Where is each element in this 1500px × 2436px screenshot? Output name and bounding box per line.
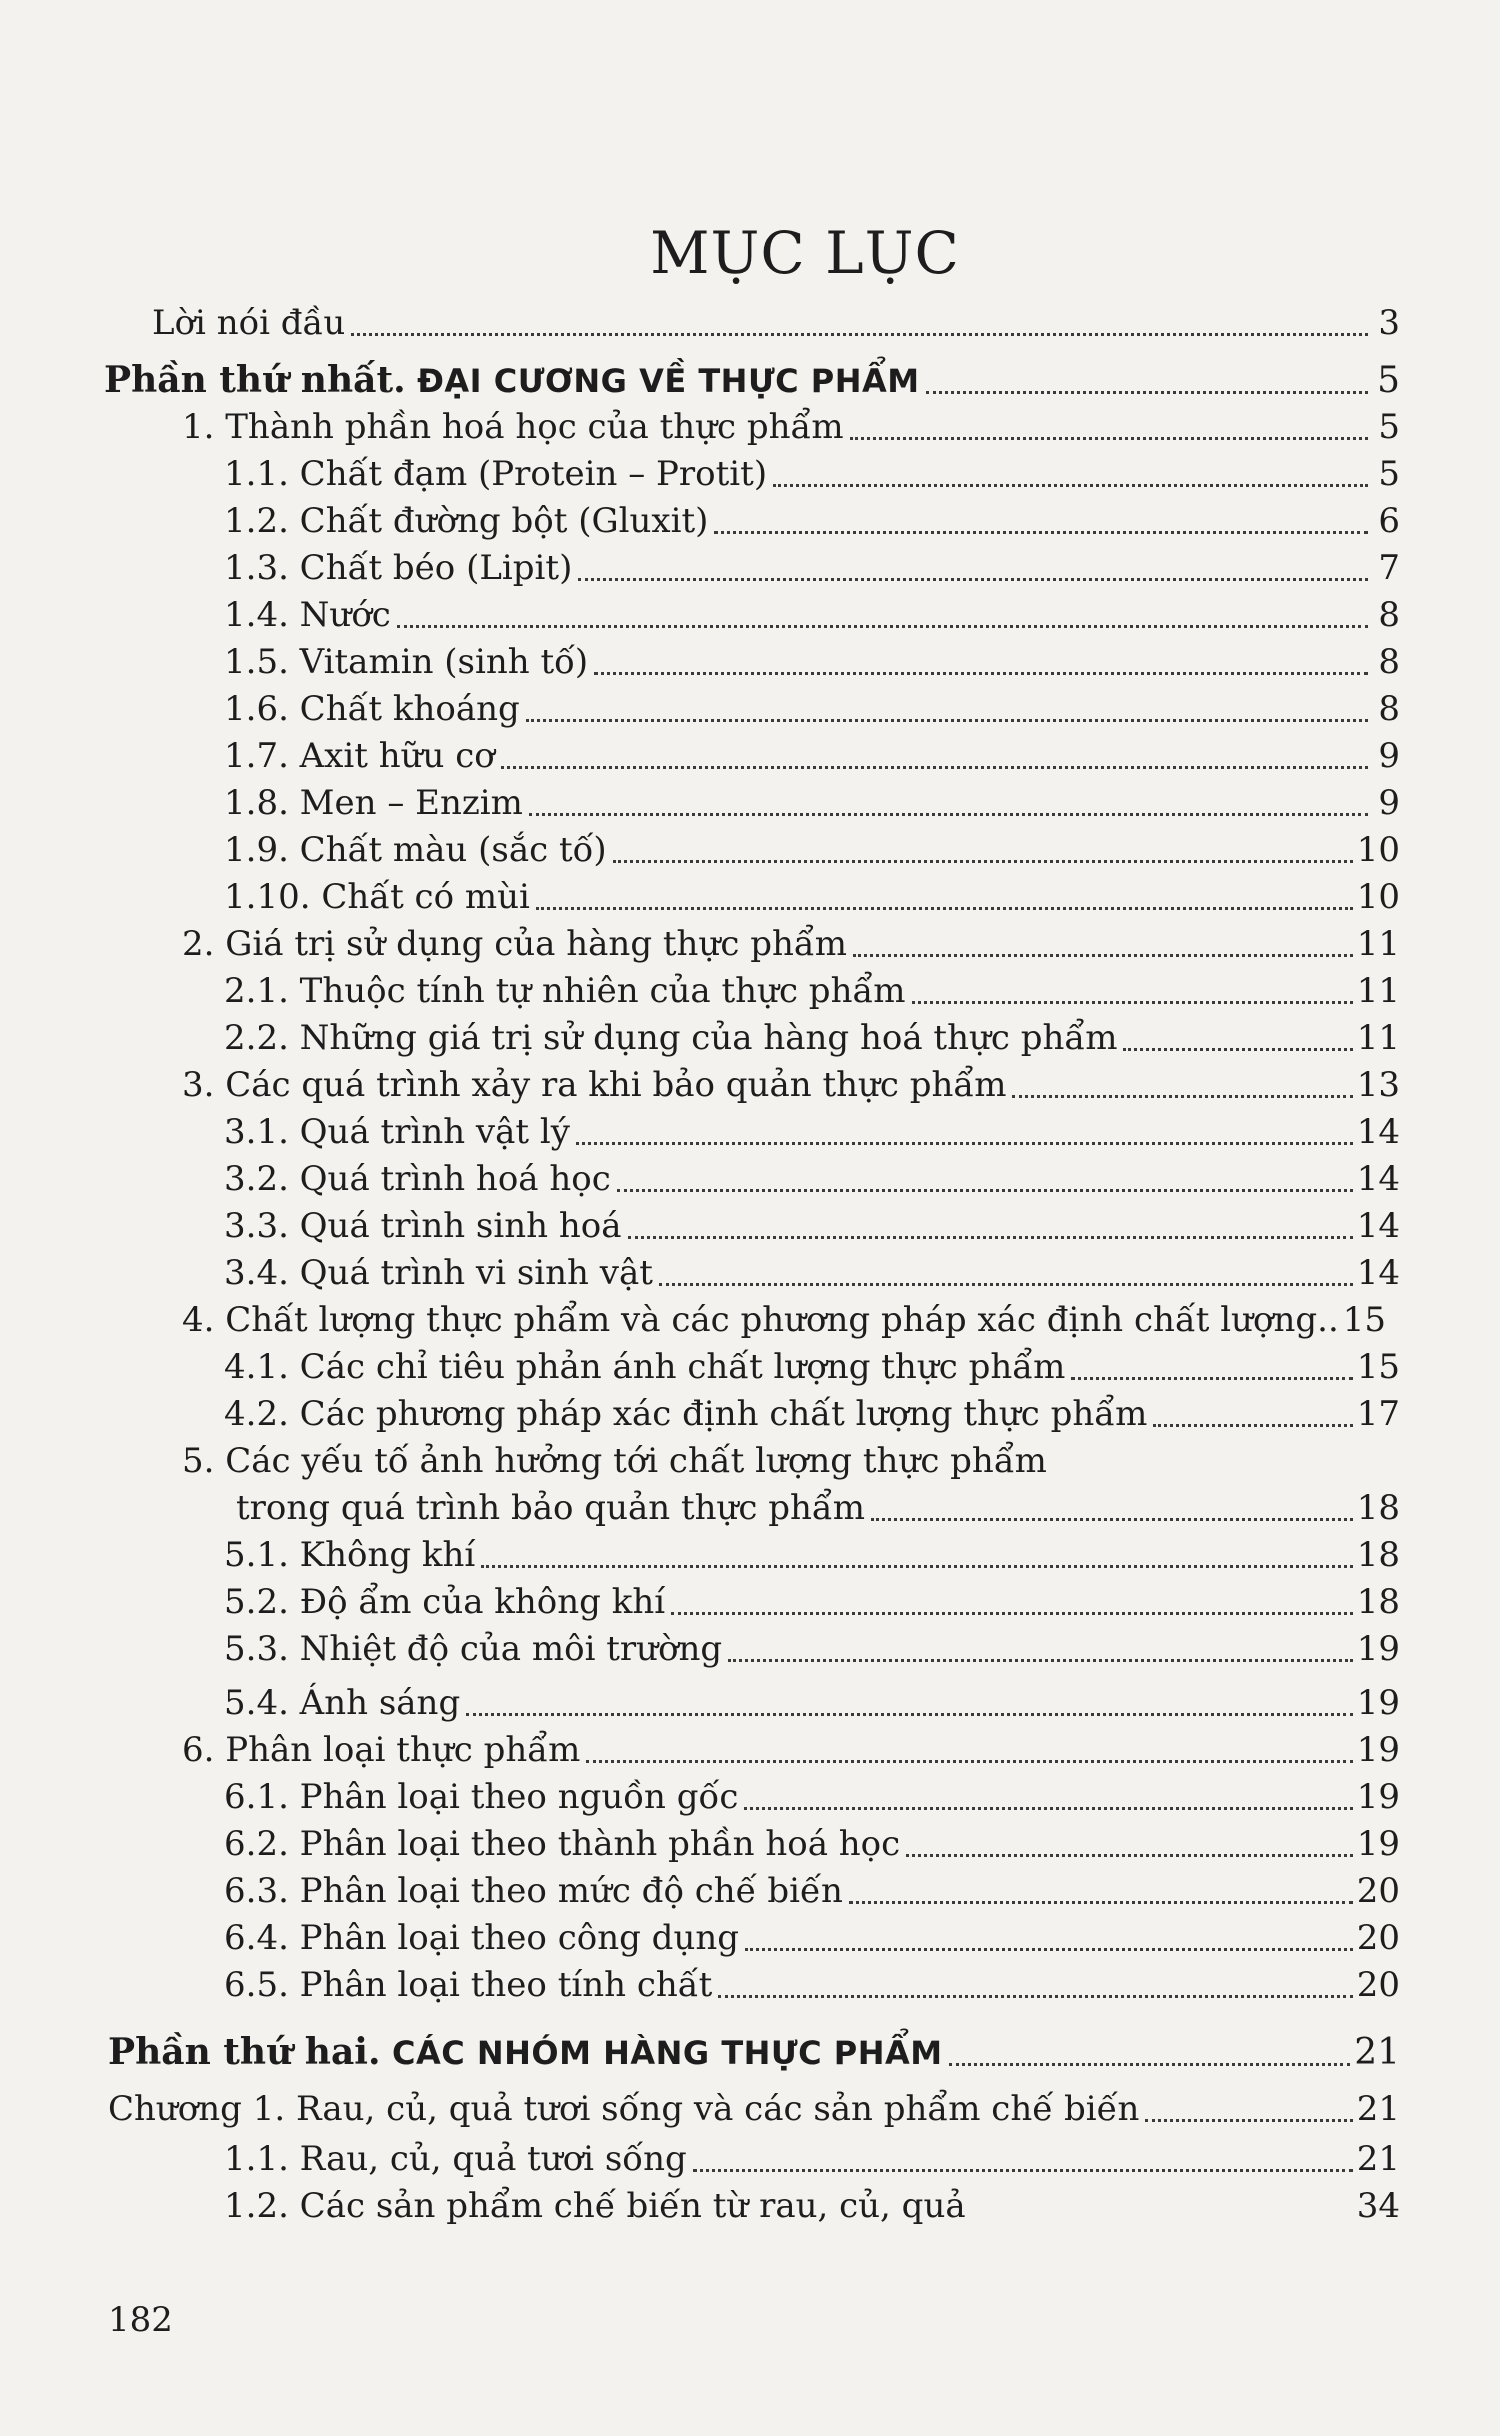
toc-entry: 1.9. Chất màu (sắc tố) 10: [224, 830, 1400, 870]
toc-entry: 3.3. Quá trình sinh hoá 14: [224, 1206, 1400, 1246]
toc-entry: 4.1. Các chỉ tiêu phản ánh chất lượng thực phẩm 15: [224, 1347, 1400, 1387]
toc-entry: 3.1. Quá trình vật lý 14: [224, 1112, 1400, 1152]
toc-entry: 6.2. Phân loại theo thành phần hoá học 19: [224, 1824, 1400, 1864]
toc-entry: 3. Các quá trình xảy ra khi bảo quản thực phẩm 13: [182, 1065, 1400, 1105]
toc-entry: 5.2. Độ ẩm của không khí 18: [224, 1582, 1400, 1622]
page-number: 182: [108, 2300, 173, 2340]
toc-entry: 1.8. Men – Enzim 9: [224, 783, 1400, 823]
toc-entry: 3.4. Quá trình vi sinh vật 14: [224, 1253, 1400, 1293]
toc-part-heading: Phần thứ hai. CÁC NHÓM HÀNG THỰC PHẨM 21: [108, 2031, 1400, 2073]
toc-entry: 5.3. Nhiệt độ của môi trường 19: [224, 1629, 1400, 1669]
toc-entry: 1. Thành phần hoá học của thực phẩm 5: [182, 407, 1400, 447]
toc-entry: 4.2. Các phương pháp xác định chất lượng thực phẩm 17: [224, 1394, 1400, 1434]
toc-entry: trong quá trình bảo quản thực phẩm 18: [236, 1488, 1400, 1528]
toc-entry: 6. Phân loại thực phẩm 19: [182, 1730, 1400, 1770]
toc-entry: 6.1. Phân loại theo nguồn gốc 19: [224, 1777, 1400, 1817]
toc-entry: 1.2. Chất đường bột (Gluxit) 6: [224, 501, 1400, 541]
toc-entry: 6.5. Phân loại theo tính chất 20: [224, 1965, 1400, 2005]
toc-entry: 2. Giá trị sử dụng của hàng thực phẩm 11: [182, 924, 1400, 964]
toc-entry: 6.4. Phân loại theo công dụng 20: [224, 1918, 1400, 1958]
toc-entry: 5.4. Ánh sáng 19: [224, 1683, 1400, 1723]
page-title: MỤC LỤC: [650, 218, 960, 287]
toc-entry: 2.1. Thuộc tính tự nhiên của thực phẩm 11: [224, 971, 1400, 1011]
toc-entry: 1.7. Axit hữu cơ 9: [224, 736, 1400, 776]
toc-entry: 1.1. Chất đạm (Protein – Protit) 5: [224, 454, 1400, 494]
toc-entry: 5. Các yếu tố ảnh hưởng tới chất lượng thực phẩm: [182, 1441, 1047, 1481]
toc-entry: 2.2. Những giá trị sử dụng của hàng hoá thực phẩm 11: [224, 1018, 1400, 1058]
toc-entry: 6.3. Phân loại theo mức độ chế biến 20: [224, 1871, 1400, 1911]
toc-part-heading: Phần thứ nhất. ĐẠI CƯƠNG VỀ THỰC PHẨM 5: [104, 359, 1400, 401]
toc-entry: 1.6. Chất khoáng 8: [224, 689, 1400, 729]
toc-entry: 1.10. Chất có mùi 10: [224, 877, 1400, 917]
toc-entry: 5.1. Không khí 18: [224, 1535, 1400, 1575]
toc-entry: Chương 1. Rau, củ, quả tươi sống và các sản phẩm chế biến 21: [108, 2089, 1400, 2129]
toc-entry: 4. Chất lượng thực phẩm và các phương pháp xác định chất lượng.. 15: [182, 1300, 1387, 1340]
toc-entry: 1.4. Nước 8: [224, 595, 1400, 635]
toc-entry: 1.2. Các sản phẩm chế biến từ rau, củ, quả 34: [224, 2186, 1400, 2226]
toc-entry: 1.1. Rau, củ, quả tươi sống 21: [224, 2139, 1400, 2179]
toc-entry: Lời nói đầu 3: [152, 303, 1400, 343]
toc-entry: 1.5. Vitamin (sinh tố) 8: [224, 642, 1400, 682]
toc-entry: 3.2. Quá trình hoá học 14: [224, 1159, 1400, 1199]
toc-entry: 1.3. Chất béo (Lipit) 7: [224, 548, 1400, 588]
